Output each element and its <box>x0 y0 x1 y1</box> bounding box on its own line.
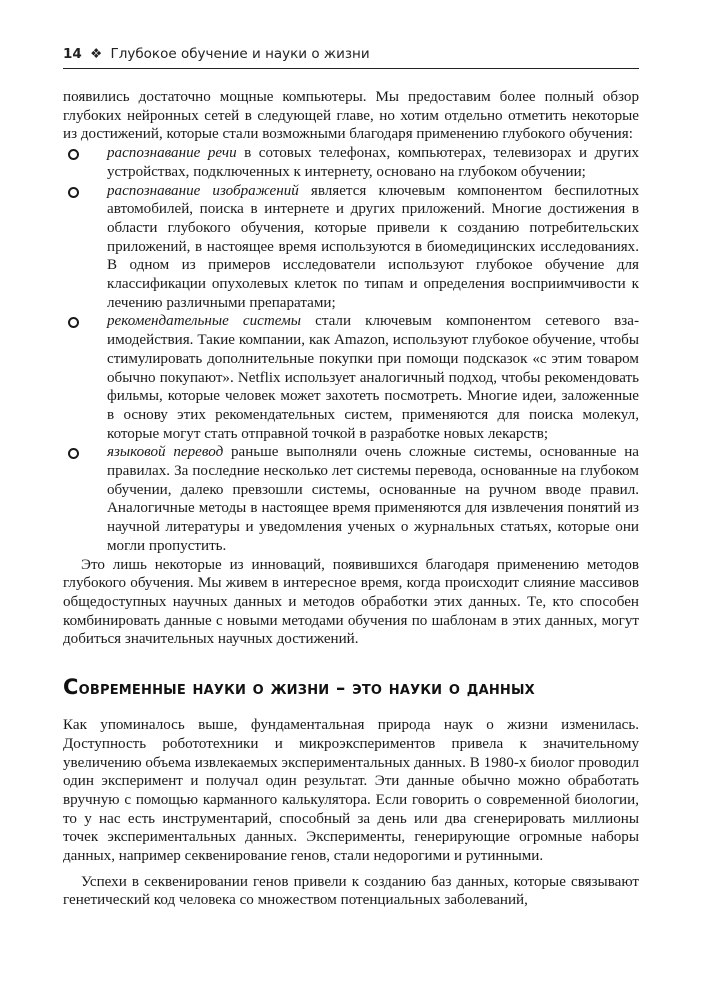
list-item-text: раньше выполняли очень сложные системы, основанные на правилах. За последние несколько лет системы перевода, основанные на глубоком обучении, далеко превзошли системы, основанные на ручном вводе правил. Аналогичные методы в настоящее время применяются для извлечения понятий из научной литературы и уведомления ученых о журнальных статьях, которые они могли пропустить. <box>107 444 639 554</box>
ornament-icon: ❖ <box>90 46 103 62</box>
bullet-icon <box>68 448 79 459</box>
closing-paragraph: Это лишь некоторые из инноваций, появившихся благодаря применению методов глубокого обучения. Мы живем в интересное время, когда происходит слияние массивов общедоступных научных данных и методов обработки этих данных. Те, кто способен комбинировать данные с новыми методами обучения по шаблонам в этих данных, могут добиться значительных научных достижений. <box>63 556 639 648</box>
page-body <box>63 88 639 910</box>
running-title: Глубокое обучение и науки о жизни <box>110 46 370 62</box>
paragraph-gap <box>63 866 639 873</box>
bullet-icon <box>68 187 79 198</box>
achievements-list <box>63 144 639 555</box>
bullet-icon <box>68 317 79 328</box>
list-item-term: распознавание речи <box>107 145 237 162</box>
list-item-translation <box>63 443 639 555</box>
list-item-image <box>63 182 639 313</box>
list-item-term: распознавание изображений <box>107 182 299 199</box>
intro-paragraph: появились достаточно мощные компьютеры. Мы предоставим более полный обзор глубоких нейронных сетей в следующей главе, но хотим отдельно отметить некоторые из достижений, которые стали возможными благодаря применению глубокого обучения: <box>63 89 639 143</box>
running-header <box>63 46 639 69</box>
list-item-term: рекомендательные системы <box>107 313 301 330</box>
page-number: 14 <box>63 46 82 62</box>
bullet-icon <box>68 149 79 160</box>
list-item-text: является ключевым компонентом беспилотных автомобилей, поиска в интернете и других приложений. Многие достижения в области глубокого обучения, которые привели к созданию потребительских приложений, в настоящее время используются в биомедицинских исследованиях. В одном из примеров исследователи используют глубокое обучение для классификации опухолевых клеток по типам и определения восприимчивости к лечению различными препаратами; <box>107 182 639 311</box>
list-item-recommender <box>63 312 639 443</box>
section-paragraph-2: Успехи в секвенировании генов привели к созданию баз данных, которые связывают генетический код человека со множеством потенциальных заболеваний, <box>63 873 639 909</box>
list-item-speech <box>63 144 639 181</box>
list-item-text: стали ключевым компонентом сетевого взаимодействия. Такие компании, как Amazon, используют глубокое обучение, чтобы стимулировать дополнительные покупки при помощи подсказок «с этим товаром обычно покупают». Netflix использует аналогичный подход, чтобы рекомендовать фильмы, которые человек может захотеть посмотреть. Многие идеи, заложенные в основу этих рекомендательных систем, применяются для поиска молекул, которые могут стать отправной точкой в разработке новых лекарств; <box>107 313 639 442</box>
section-heading-initial: С <box>63 675 79 700</box>
list-item-text: в сотовых телефонах, компьютерах, телевизорах и других устройствах, подключенных к интернету, основано на глубоком обучении; <box>107 145 639 180</box>
list-item-term: языковой перевод <box>107 444 224 461</box>
section-heading-text: овременные науки о жизни – это науки о данных <box>78 678 535 700</box>
section-heading <box>63 675 639 701</box>
section-paragraph-1: Как упоминалось выше, фундаментальная природа наук о жизни изменилась. Доступность робототехники и микроэкспериментов привела к значительному увеличению объема извлекаемых экспериментальных данных. В 1980-х биолог проводил один эксперимент и получал один результат. Эти данные обычно можно обработать вручную с помощью карманного калькулятора. Если говорить о современной биологии, то у нас есть инструментарий, способный за день или два сгенерировать миллионы точек экспериментальных данных. Эксперименты, генерирующие огромные наборы данных, например секвенирование генов, стали недорогими и рутинными. <box>63 717 639 865</box>
